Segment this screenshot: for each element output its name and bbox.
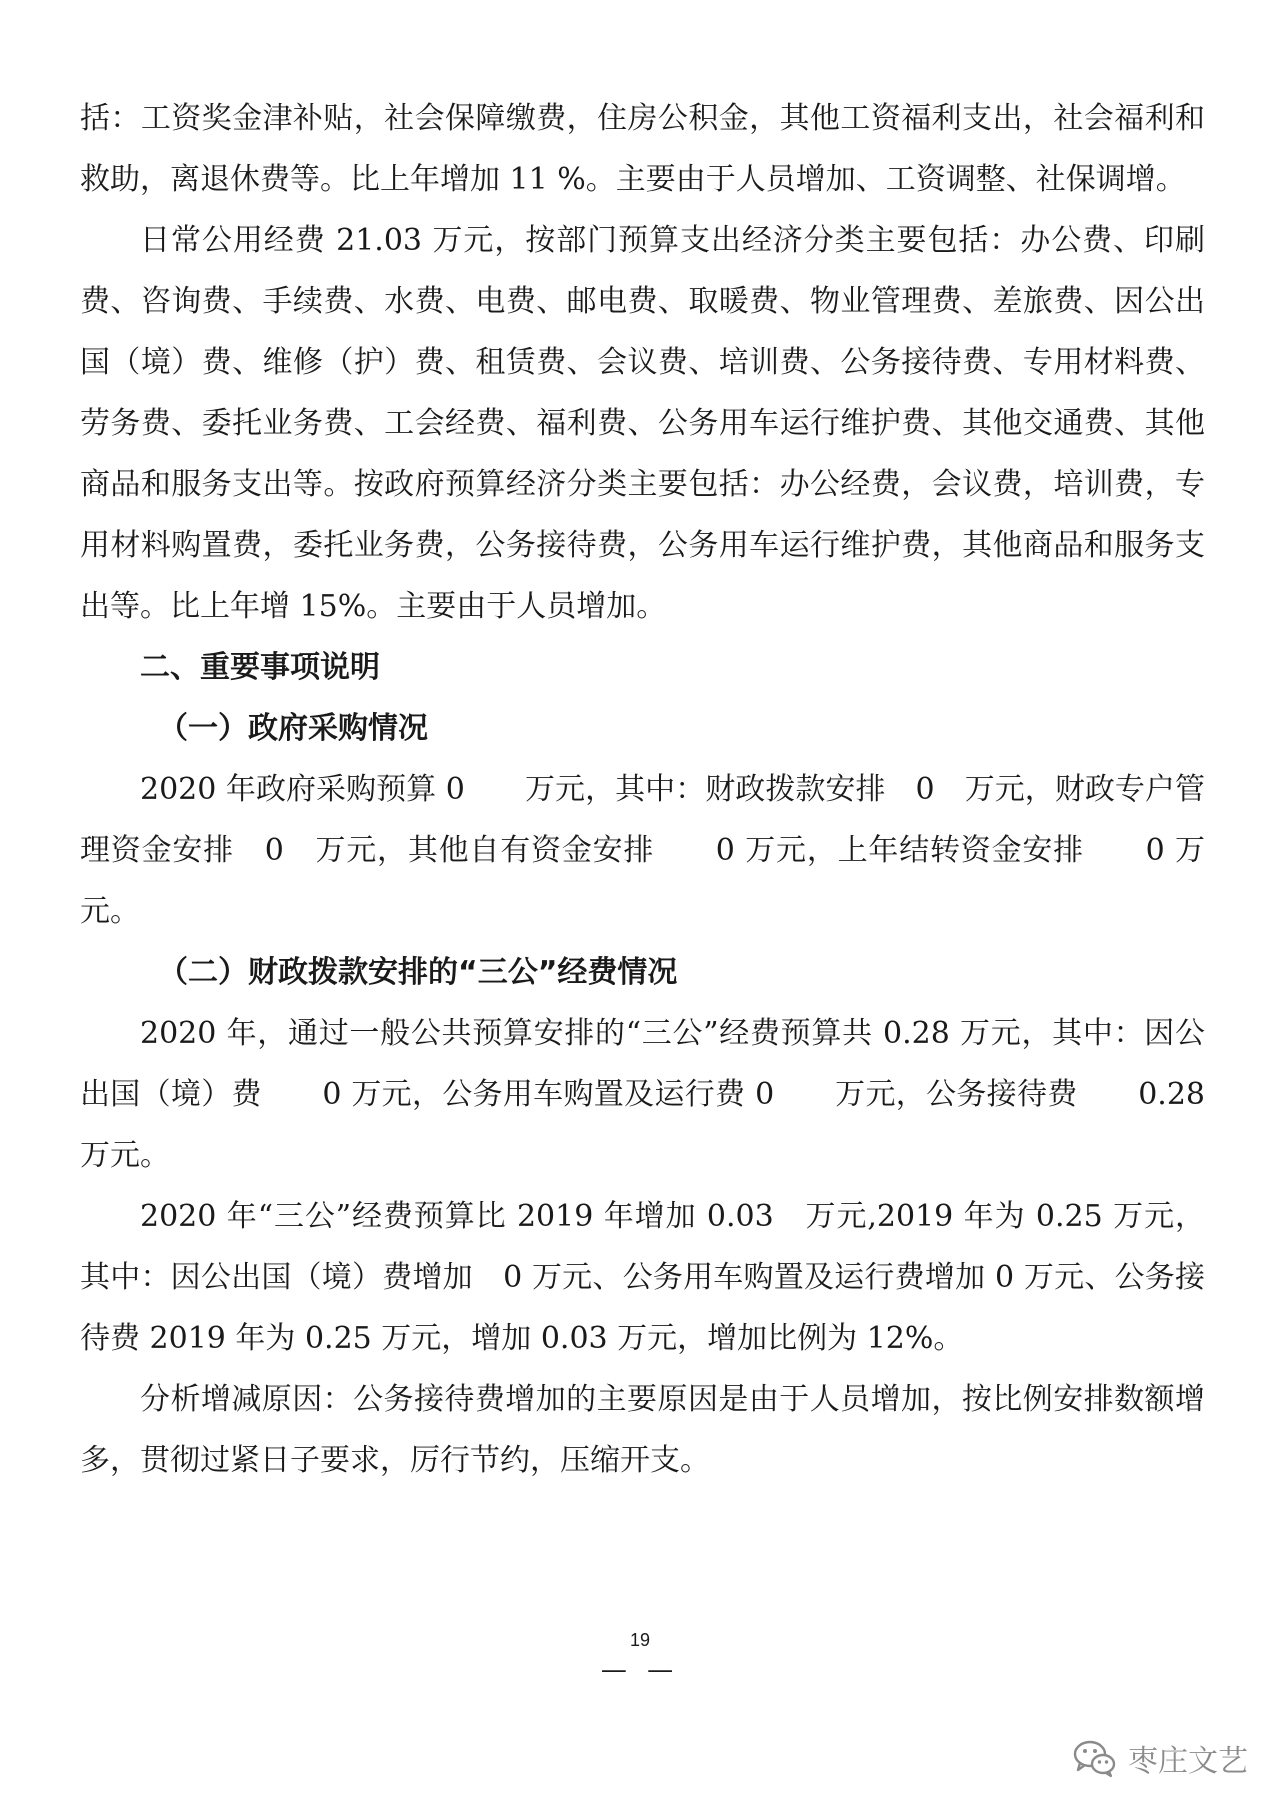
subheading-government-procurement: （一）政府采购情况 — [158, 711, 428, 746]
document-body — [80, 88, 1205, 1491]
paragraph-three-public-comparison: 2020 年“三公”经费预算比 2019 年增加 0.03 万元,2019 年为 0.25 万元，其中：因公出国（境）费增加 0 万元、公务用车购置及运行费增加 0 万元、公务接待费 2019 年为 0.25 万元，增加 0.03 万元，增加比例为 12%。 — [80, 1199, 1205, 1356]
subheading-three-public-expenses: （二）财政拨款安排的“三公”经费情况 — [158, 955, 678, 990]
page-number-dashes: — — — [600, 1655, 680, 1685]
watermark-account-name: 枣庄文艺 — [1128, 1744, 1248, 1779]
section-heading-important-matters: 二、重要事项说明 — [140, 650, 380, 685]
page-number: 19 — [629, 1630, 651, 1650]
paragraph-change-analysis: 分析增减原因：公务接待费增加的主要原因是由于人员增加，按比例安排数额增多，贯彻过紧日子要求，厉行节约，压缩开支。 — [80, 1382, 1205, 1478]
wechat-icon — [1072, 1738, 1118, 1778]
paragraph-continuation: 括：工资奖金津补贴，社会保障缴费，住房公积金，其他工资福利支出，社会福利和救助，离退休费等。比上年增加 11 %。主要由于人员增加、工资调整、社保调增。 — [80, 101, 1205, 197]
paragraph-daily-expenses: 日常公用经费 21.03 万元，按部门预算支出经济分类主要包括：办公费、印刷费、咨询费、手续费、水费、电费、邮电费、取暖费、物业管理费、差旅费、因公出国（境）费、维修（护）费、租赁费、会议费、培训费、公务接待费、专用材料费、劳务费、委托业务费、工会经费、福利费、公务用车运行维护费、其他交通费、其他商品和服务支出等。按政府预算经济分类主要包括：办公经费，会议费，培训费，专用材料购置费，委托业务费，公务接待费，公务用车运行维护费，其他商品和服务支出等。比上年增 15%。主要由于人员增加。 — [80, 223, 1205, 624]
paragraph-procurement-budget: 2020 年政府采购预算 0 万元，其中：财政拨款安排 0 万元，财政专户管理资金安排 0 万元，其他自有资金安排 0 万元，上年结转资金安排 0 万元。 — [80, 772, 1205, 929]
paragraph-three-public-budget: 2020 年，通过一般公共预算安排的“三公”经费预算共 0.28 万元，其中：因公出国（境）费 0 万元，公务用车购置及运行费 0 万元，公务接待费 0.28 万元。 — [80, 1016, 1205, 1173]
source-watermark — [1072, 1736, 1248, 1780]
